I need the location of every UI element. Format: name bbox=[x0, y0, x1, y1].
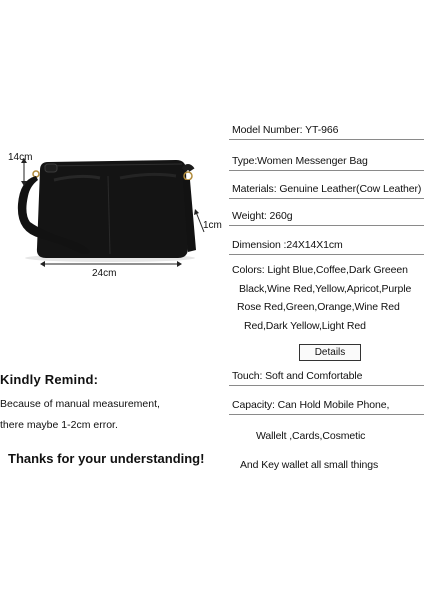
divider bbox=[229, 139, 424, 140]
thanks-message: Thanks for your understanding! bbox=[8, 451, 205, 466]
divider bbox=[229, 225, 424, 226]
spec-colors-line-2: Black,Wine Red,Yellow,Apricot,Purple bbox=[239, 283, 412, 295]
divider bbox=[229, 414, 424, 415]
spec-type: Type:Women Messenger Bag bbox=[232, 155, 368, 167]
spec-touch: Touch: Soft and Comfortable bbox=[232, 370, 363, 382]
divider bbox=[229, 170, 424, 171]
spec-materials: Materials: Genuine Leather(Cow Leather) bbox=[232, 183, 422, 195]
spec-capacity-line-3: And Key wallet all small things bbox=[240, 459, 379, 471]
remind-line-1: Because of manual measurement, bbox=[0, 398, 160, 410]
kindly-remind-heading: Kindly Remind: bbox=[0, 372, 99, 387]
depth-dimension-label: 1cm bbox=[203, 220, 222, 231]
divider bbox=[229, 385, 424, 386]
spec-dimension: Dimension :24X14X1cm bbox=[232, 239, 343, 251]
spec-colors-line-4: Red,Dark Yellow,Light Red bbox=[244, 320, 366, 332]
details-button[interactable]: Details bbox=[299, 344, 361, 361]
width-dimension-label: 24cm bbox=[92, 268, 117, 279]
height-dimension-label: 14cm bbox=[8, 152, 33, 163]
spec-capacity-line-2: Wallelt ,Cards,Cosmetic bbox=[256, 430, 366, 442]
spec-weight: Weight: 260g bbox=[232, 210, 293, 222]
spec-colors-line-1: Colors: Light Blue,Coffee,Dark Greeen bbox=[232, 264, 408, 276]
spec-colors-line-3: Rose Red,Green,Orange,Wine Red bbox=[237, 301, 400, 313]
remind-line-2: there maybe 1-2cm error. bbox=[0, 419, 118, 431]
divider bbox=[229, 198, 424, 199]
divider bbox=[229, 254, 424, 255]
spec-model-number: Model Number: YT-966 bbox=[232, 124, 339, 136]
spec-capacity-line-1: Capacity: Can Hold Mobile Phone, bbox=[232, 399, 390, 411]
